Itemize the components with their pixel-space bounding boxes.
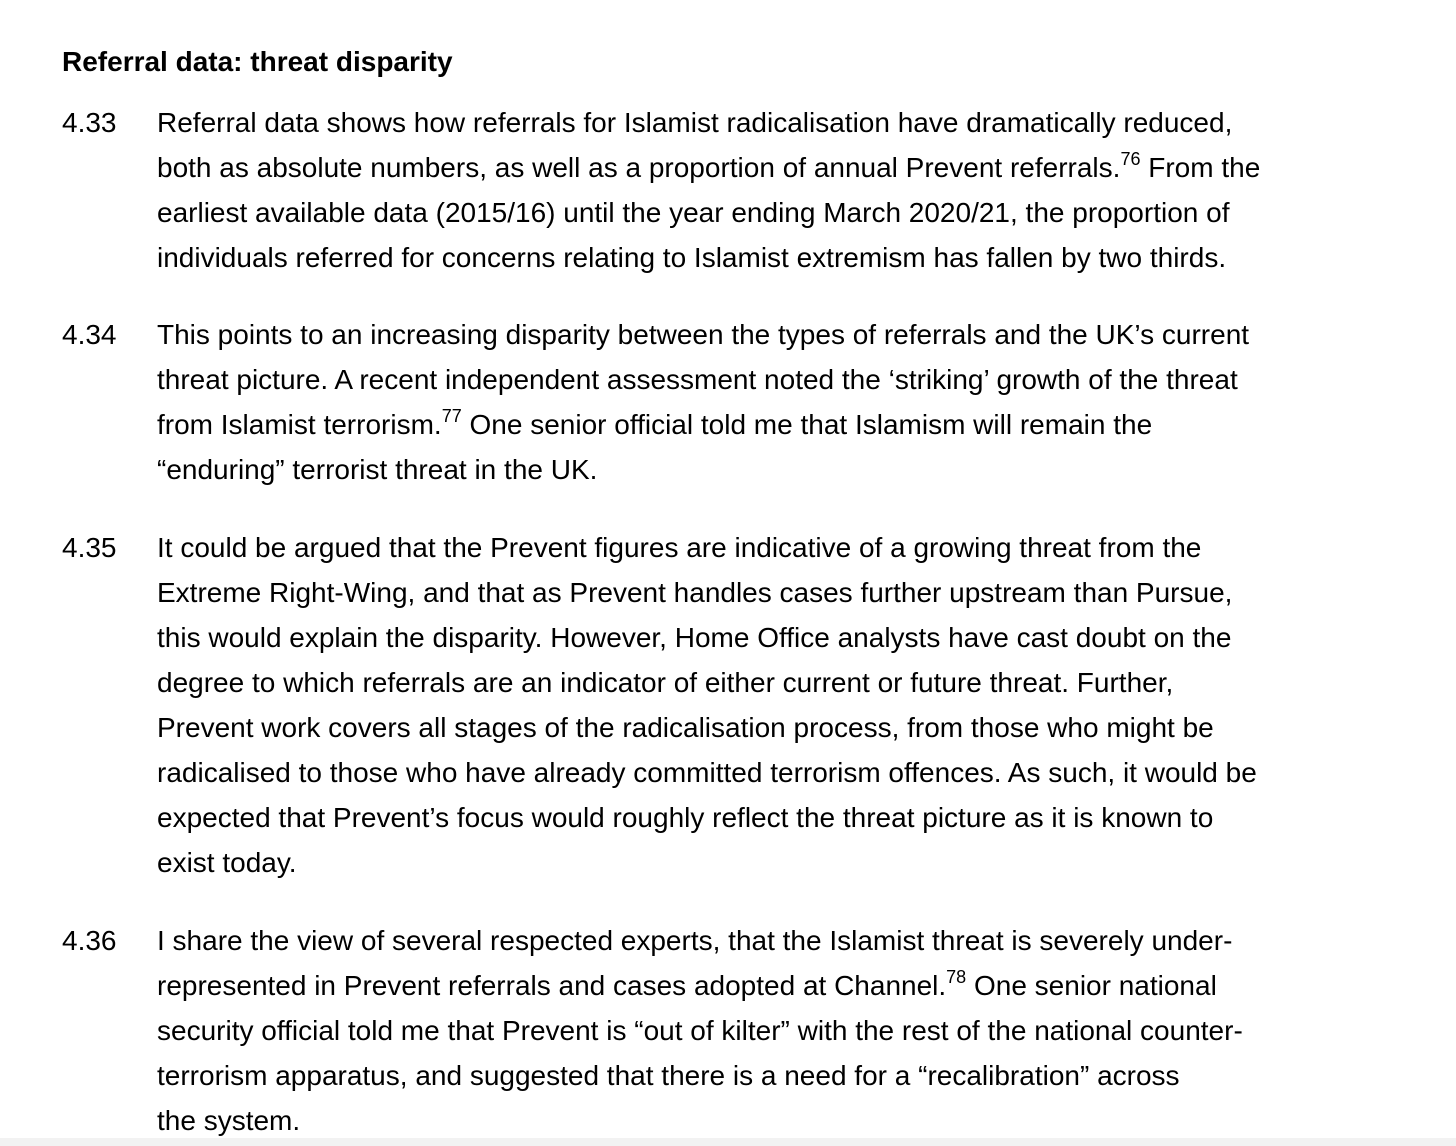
text-line: Referral data shows how referrals for Islamist radicalisation have dramatically reduced, xyxy=(157,107,1233,138)
text-line: It could be argued that the Prevent figures are indicative of a growing threat from the xyxy=(157,532,1202,563)
text-line: radicalised to those who have already committed terrorism offences. As such, it would be xyxy=(157,757,1257,788)
paragraph-number: 4.34 xyxy=(62,319,117,350)
footnote-ref-78[interactable]: 78 xyxy=(946,966,967,987)
text-line: both as absolute numbers, as well as a proportion of annual Prevent referrals.$^{76}$ From the xyxy=(157,148,1261,183)
text-line: threat picture. A recent independent assessment noted the ‘striking’ growth of the threat xyxy=(157,364,1238,395)
section-heading: Referral data: threat disparity xyxy=(62,46,453,77)
page-bottom-edge xyxy=(0,1138,1456,1146)
text-line: earliest available data (2015/16) until the year ending March 2020/21, the proportion of xyxy=(157,197,1230,228)
paragraph-number: 4.33 xyxy=(62,107,117,138)
paragraph-text xyxy=(157,525,1257,885)
text-line: exist today. xyxy=(157,847,297,878)
paragraph-text xyxy=(157,312,1249,492)
text-line: expected that Prevent’s focus would roughly reflect the threat picture as it is known to xyxy=(157,802,1214,833)
text-line: represented in Prevent referrals and cases adopted at Channel.$^{78}$ One senior national xyxy=(157,966,1217,1001)
text-line: security official told me that Prevent is “out of kilter” with the rest of the national counter- xyxy=(157,1015,1243,1046)
text-line: Extreme Right-Wing, and that as Prevent handles cases further upstream than Pursue, xyxy=(157,577,1233,608)
text-line: the system. xyxy=(157,1105,301,1136)
paragraph-number: 4.36 xyxy=(62,925,117,956)
footnote-ref-77[interactable]: 77 xyxy=(441,405,462,426)
paragraph-number: 4.35 xyxy=(62,532,117,563)
text-line: from Islamist terrorism.$^{77}$ One senior official told me that Islamism will remain the xyxy=(157,405,1153,440)
text-line: This points to an increasing disparity between the types of referrals and the UK’s current xyxy=(157,319,1250,350)
text-line: terrorism apparatus, and suggested that there is a need for a “recalibration” across xyxy=(157,1060,1180,1091)
paragraph-text xyxy=(157,100,1260,280)
text-line: “enduring” terrorist threat in the UK. xyxy=(157,454,598,485)
footnote-ref-76[interactable]: 76 xyxy=(1120,148,1141,169)
text-line: Prevent work covers all stages of the radicalisation process, from those who might be xyxy=(157,712,1214,743)
text-line: degree to which referrals are an indicator of either current or future threat. Further, xyxy=(157,667,1174,698)
text-line: I share the view of several respected experts, that the Islamist threat is severely under- xyxy=(157,925,1233,956)
text-line: individuals referred for concerns relating to Islamist extremism has fallen by two thirds. xyxy=(157,242,1227,273)
text-line: this would explain the disparity. However, Home Office analysts have cast doubt on the xyxy=(157,622,1232,653)
paragraph-text xyxy=(157,918,1243,1143)
